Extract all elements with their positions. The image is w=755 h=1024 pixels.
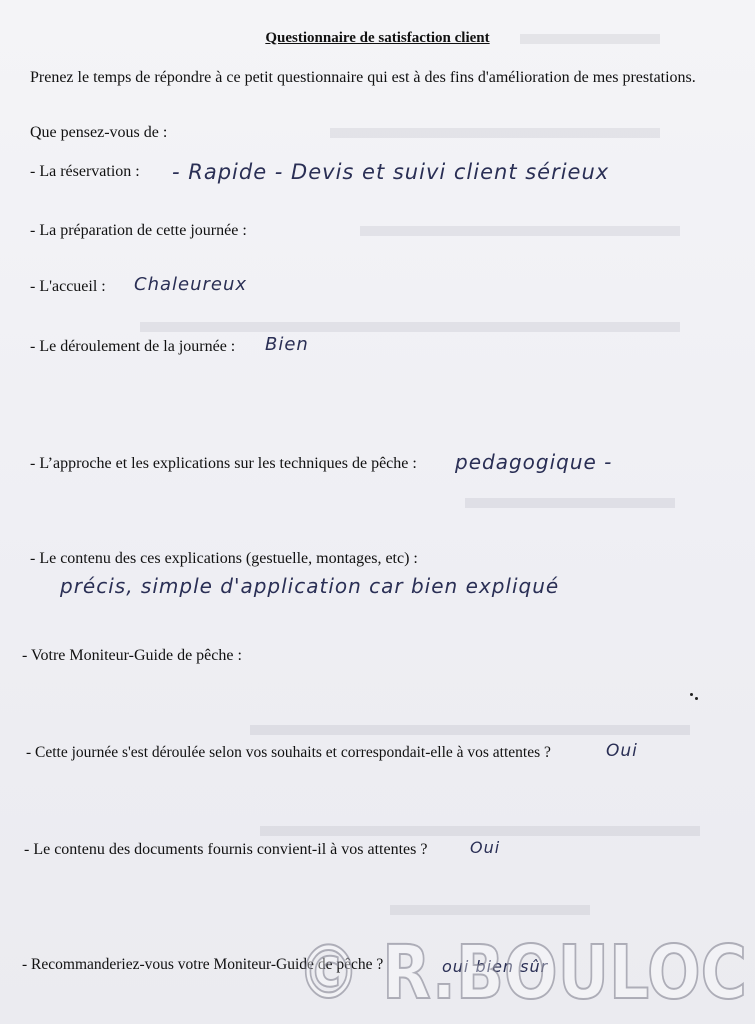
answer-documents: Oui — [470, 838, 501, 857]
show-through-line — [140, 322, 680, 332]
show-through-line — [330, 128, 660, 138]
watermark-text: © R.BOULOC — [297, 930, 747, 1014]
question-deroulement: - Le déroulement de la journée : — [30, 338, 236, 355]
show-through-line — [260, 826, 700, 836]
show-through-line — [390, 905, 590, 915]
answer-recommandation: oui bien sûr — [442, 957, 549, 976]
intro-text: Prenez le temps de répondre à ce petit questionnaire qui est à des fins d'amélioration de mes prestations. — [30, 69, 696, 86]
question-approche: - L’approche et les explications sur les techniques de pêche : — [30, 455, 417, 472]
answer-reservation: - Rapide - Devis et suivi client sérieux — [172, 160, 610, 184]
question-accueil: - L'accueil : — [30, 278, 106, 295]
copyright-watermark — [295, 922, 750, 1014]
answer-approche: pedagogique - — [455, 450, 613, 474]
show-through-line — [465, 498, 675, 508]
question-documents: - Le contenu des documents fournis convient-il à vos attentes ? — [24, 841, 428, 858]
question-souhaits: - Cette journée s'est déroulée selon vos souhaits et correspondait-elle à vos attentes ? — [26, 744, 551, 761]
question-moniteur: - Votre Moniteur-Guide de pêche : — [22, 647, 242, 664]
show-through-line — [250, 725, 690, 735]
question-reservation: - La réservation : — [30, 163, 140, 180]
page-title: Questionnaire de satisfaction client — [265, 30, 490, 46]
question-recommandation: - Recommanderiez-vous votre Moniteur-Guide de pêche ? — [22, 956, 384, 973]
answer-contenu-explications: précis, simple d'application car bien expliqué — [60, 574, 560, 598]
prompt-label: Que pensez-vous de : — [30, 124, 168, 141]
question-preparation: - La préparation de cette journée : — [30, 222, 247, 239]
pen-dot — [690, 693, 693, 696]
answer-accueil: Chaleureux — [134, 274, 248, 295]
pen-dot — [695, 697, 698, 700]
show-through-line — [360, 226, 680, 236]
answer-souhaits: Oui — [606, 741, 638, 761]
answer-deroulement: Bien — [265, 334, 309, 355]
question-contenu-explications: - Le contenu des ces explications (gestuelle, montages, etc) : — [30, 550, 418, 567]
